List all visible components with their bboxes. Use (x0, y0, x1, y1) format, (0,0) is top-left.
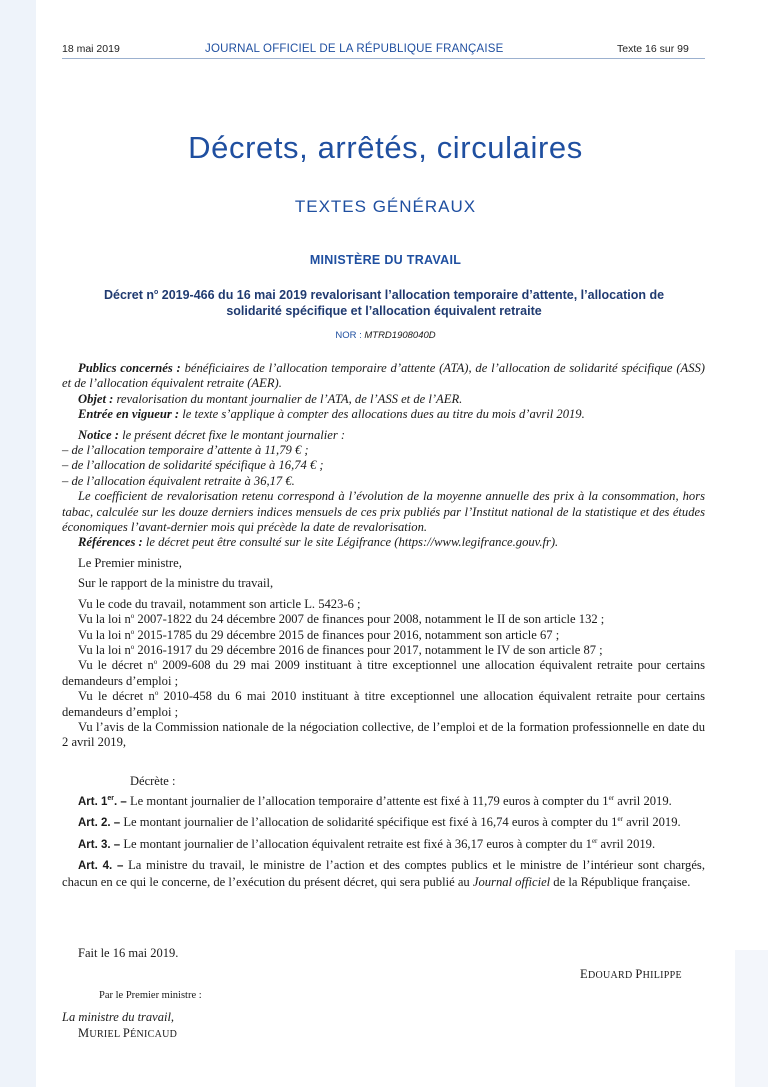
publics-concernes (62, 361, 705, 392)
notice-label: Notice : (78, 427, 119, 442)
nor-reference (36, 330, 735, 341)
ministry-title: MINISTÈRE DU TRAVAIL (309, 253, 462, 267)
preamble-decret: Vu le décret $n^o$ 2009-608 du 29 mai 2009 instituant à titre exceptionnel une allocation équivalent retraite pour certains demandeurs d’emploi ; (62, 658, 705, 688)
entree-en-vigueur (62, 407, 705, 422)
references-label: Références : (78, 535, 143, 550)
header-rule (62, 58, 705, 59)
preamble-avis: Vu l’avis de la Commission nationale de la négociation collective, de l’emploi et de la formation professionnelle en date du 2 avril 2019, (62, 719, 705, 750)
objet-label: Objet : (78, 391, 114, 406)
article-1: Art. 1er. – Le montant journalier de l’allocation temporaire d’attente est fixé à 11,79 euros à compter du 1er avril 2019. (78, 793, 672, 808)
entree-label: Entrée en vigueur : (78, 407, 180, 422)
references (62, 535, 705, 550)
publics-text: bénéficiaires de l’allocation temporaire d’attente (ATA), de l’allocation de solidarité spécifique (ASS) et de l’allocation équivalent retraite (AER). (62, 361, 705, 391)
preamble-loi: Vu la loi $n^o$ 2007-1822 du 24 décembre 2007 de finances pour 2008, notamment le II de son article 132 ; (78, 611, 605, 627)
signature-premier-ministre: EDOUARD PHILIPPE (580, 967, 682, 981)
objet-text: revalorisation du montant journalier de l’ATA, de l’ASS et de l’AER. (113, 391, 463, 406)
page-margin-right (735, 950, 768, 1087)
references-text: le décret peut être consulté sur le site Légifrance (https://www.legifrance.gouv.fr). (142, 535, 559, 550)
preamble-decret: Vu le décret $n^o$ 2010-458 du 6 mai 2010 instituant à titre exceptionnel une allocation équivalent retraite pour certains demandeurs d’emploi ; (62, 688, 705, 719)
preamble-code: Vu le code du travail, notamment son article L. 5423-6 ; (78, 596, 361, 611)
articles-block (62, 794, 705, 890)
decree-title-rest: 2019-466 du 16 mai 2019 revalorisant l’allocation temporaire d’attente, l’allocation de solidarité spécifique et l’allocation équivalent retraite (158, 288, 665, 318)
decree-title-prefix: Décret n (103, 288, 154, 302)
article-4: Art. 4. – La ministre du travail, le ministre de l’action et des comptes publics et le ministre de l’intérieur sont chargés, chacun en ce qui le concerne, de l’exécution du présent décret, qui sera publié au Journal officiel de la République française. (62, 858, 705, 889)
notice-item: – de l’allocation équivalent retraite à 36,17 €. (62, 473, 295, 488)
header-journal-title: JOURNAL OFFICIEL DE LA RÉPUBLIQUE FRANÇAISE (205, 43, 504, 55)
preamble-loi: Vu la loi $n^o$ 2016-1917 du 29 décembre 2016 de finances pour 2017, notamment le IV de son article 87 ; (78, 642, 603, 657)
par-le-premier-ministre: Par le Premier ministre : (99, 990, 202, 1001)
header-date: 18 mai 2019 (62, 43, 120, 55)
fait-le: Fait le 16 mai 2019. (78, 946, 179, 960)
objet (62, 392, 705, 407)
nor-label: NOR : (335, 330, 365, 341)
page-margin-left (0, 0, 36, 1087)
preamble-loi: Vu la loi $n^o$ 2015-1785 du 29 décembre 2015 de finances pour 2016, notamment son article 67 ; (78, 627, 560, 642)
preamble-rapport: Sur le rapport de la ministre du travail, (78, 576, 274, 591)
notice-text: le présent décret fixe le montant journalier : (118, 427, 346, 442)
nor-value: MTRD1908040D (364, 330, 436, 341)
publics-label: Publics concernés : (78, 361, 181, 375)
section-title: Décrets, arrêtés, circulaires (188, 130, 583, 165)
notice-item: – de l’allocation temporaire d’attente à 11,79 € ; (62, 443, 309, 458)
decree-title (100, 287, 668, 319)
decrete: Décrète : (130, 774, 176, 788)
entree-text: le texte s’applique à compter des allocations dues au titre du mois d’avril 2019. (179, 407, 585, 422)
header-page-number: Texte 16 sur 99 (617, 43, 689, 55)
notice-item: – de l’allocation de solidarité spécifique à 16,74 € ; (62, 458, 324, 473)
article-2: Art. 2. – Le montant journalier de l’allocation de solidarité spécifique est fixé à 16,74 euros à compter du 1er avril 2019. (78, 815, 681, 830)
preamble-premier: Le Premier ministre, (78, 555, 182, 570)
decree-title-sup: o (154, 288, 159, 296)
subsection-title: TEXTES GÉNÉRAUX (294, 197, 477, 216)
notice-block (62, 361, 705, 751)
notice (62, 428, 705, 443)
minister-title: La ministre du travail, (62, 1010, 175, 1024)
article-3: Art. 3. – Le montant journalier de l’allocation équivalent retraite est fixé à 36,17 euros à compter du 1er avril 2019. (78, 836, 656, 851)
signature-ministre: MURIEL PÉNICAUD (78, 1026, 178, 1040)
coefficient-paragraph: Le coefficient de revalorisation retenu correspond à l’évolution de la moyenne annuelle des prix à la consommation, hors tabac, calculée sur les douze derniers indices mensuels de ces prix publiés par l’Institut national de la statistique et des études économiques l’avant-dernier mois qui précède la date de revalorisation. (62, 489, 705, 535)
